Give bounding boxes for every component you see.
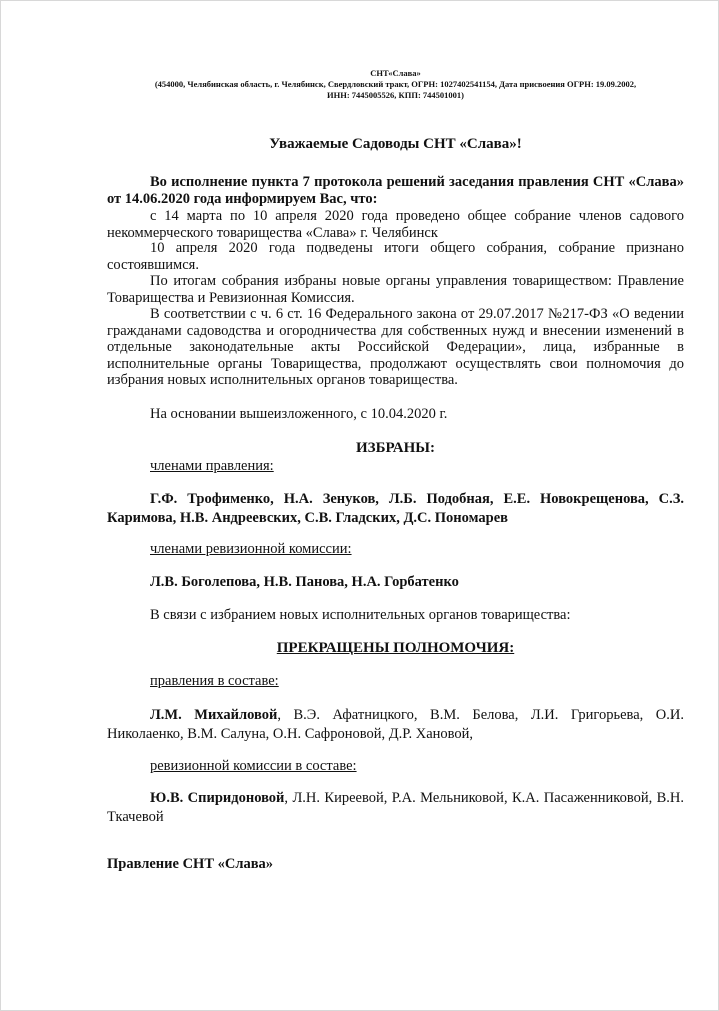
elected-audit-names: Л.В. Боголепова, Н.В. Панова, Н.А. Горбатенко <box>150 574 459 590</box>
paragraph-results: 10 апреля 2020 года подведены итоги общего собрания, собрание признано состоявшимся. <box>107 240 684 273</box>
terminated-audit-label: ревизионной комиссии в составе: <box>150 758 357 774</box>
paragraph-law: В соответствии с ч. 6 ст. 16 Федерального закона от 29.07.2017 №217-ФЗ «О ведении гражданами садоводства и огородничества для собственных нужд и внесении изменений в отдельные законодательные акты Российской Федерации», лица, избранные в исполнительные органы Товарищества, продолжают осуществлять свои полномочия до избрания новых исполнительных органов товарищества. <box>107 306 684 388</box>
org-address <box>107 79 684 101</box>
elected-title: ИЗБРАНЫ: <box>356 440 435 456</box>
org-name: СНТ«Слава» <box>370 68 421 78</box>
terminated-title: ПРЕКРАЩЕНЫ ПОЛНОМОЧИЯ: <box>276 640 515 656</box>
transition-text: В связи с избранием новых исполнительных органов товарищества: <box>150 607 571 623</box>
org-address-line-1: (454000, Челябинская область, г. Челябинск, Свердловский тракт, ОГРН: 1027402541154, Дата присвоения ОГРН: 19.09.2002, <box>154 79 637 89</box>
terminated-board-first: Л.М. Михайловой <box>150 707 278 723</box>
intro-paragraph: Во исполнение пункта 7 протокола решений заседания правления СНТ «Слава» от 14.06.2020 года информируем Вас, что: <box>107 174 684 207</box>
elected-board-names: Г.Ф. Трофименко, Н.А. Зенуков, Л.Б. Подобная, Е.Е. Новокрещенова, С.З. Каримова, Н.В. Андреевских, С.В. Гладских, Д.С. Пономарев <box>107 491 684 526</box>
terminated-audit-first: Ю.В. Спиридоновой <box>150 790 285 806</box>
paragraph-basis: На основании вышеизложенного, с 10.04.2020 г. <box>150 406 448 422</box>
terminated-board-rest: , В.Э. Афатницкого, В.М. Белова, Л.И. Григорьева, О.И. Николаенко, В.М. Салуна, О.Н. Сафроновой, Д.Р. Хановой, <box>107 707 684 742</box>
terminated-audit-names <box>107 789 684 827</box>
greeting: Уважаемые Садоводы СНТ «Слава»! <box>269 136 522 152</box>
terminated-board-label: правления в составе: <box>150 673 279 689</box>
terminated-board-names <box>107 706 684 744</box>
org-address-line-2: ИНН: 7445005526, КПП: 744501001) <box>327 90 464 100</box>
terminated-audit-rest: , Л.Н. Киреевой, Р.А. Мельниковой, К.А. Пасаженниковой, В.Н. Ткачевой <box>107 790 684 825</box>
elected-audit-label: членами ревизионной комиссии: <box>150 541 352 557</box>
paragraph-meeting: с 14 марта по 10 апреля 2020 года проведено общее собрание членов садового некоммерческого товарищества «Слава» г. Челябинск <box>107 208 684 241</box>
elected-board-label: членами правления: <box>150 458 274 474</box>
paragraph-elected-bodies: По итогам собрания избраны новые органы управления товариществом: Правление Товарищества и Ревизионная Комиссия. <box>107 273 684 306</box>
signature: Правление СНТ «Слава» <box>107 856 274 872</box>
